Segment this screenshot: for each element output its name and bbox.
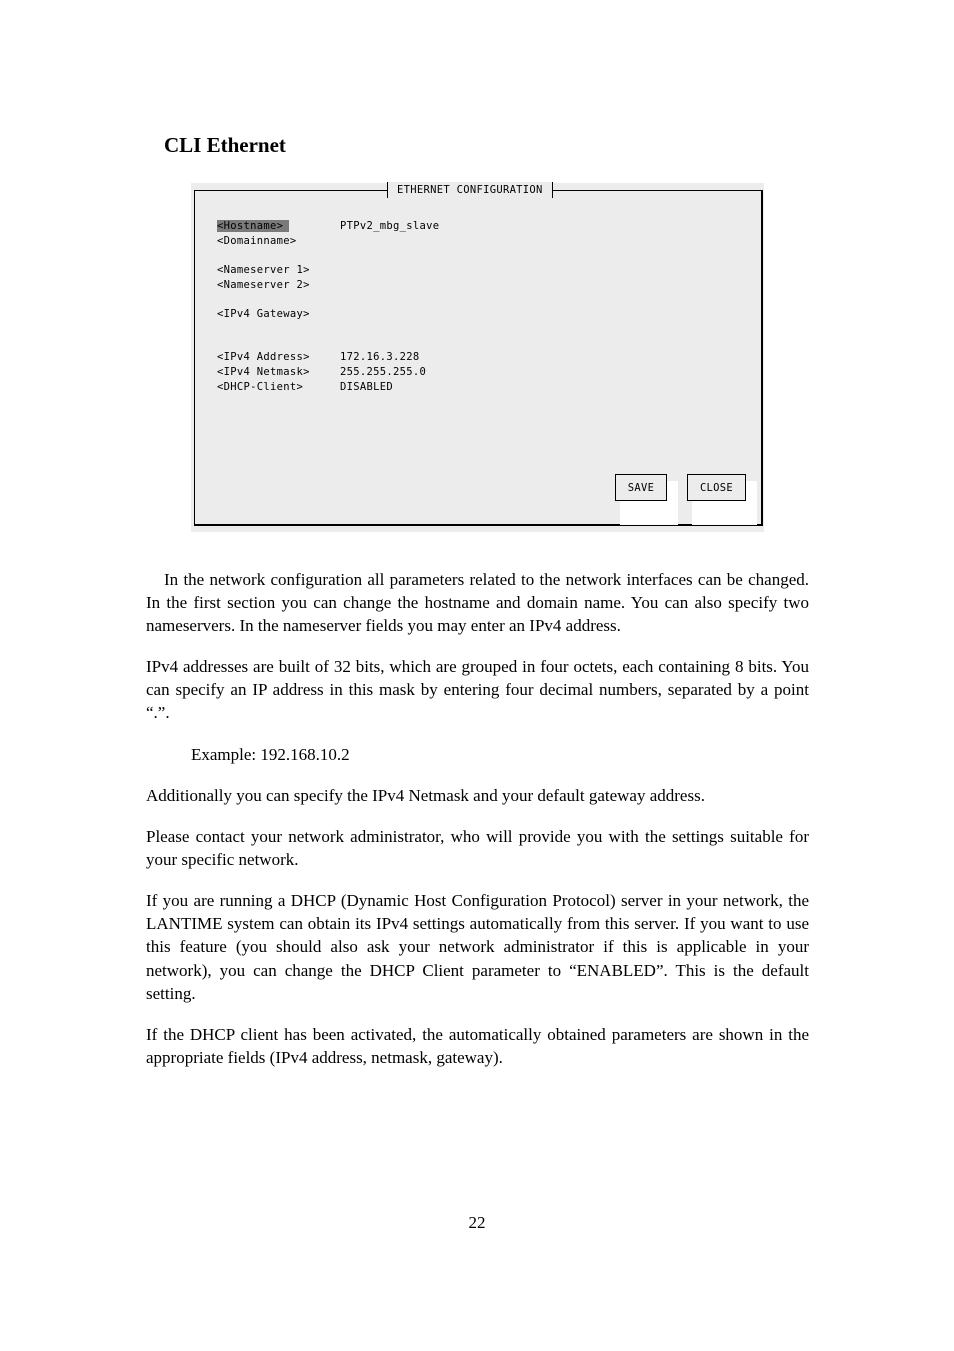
ipv4-netmask-label[interactable]: <IPv4 Netmask>: [217, 366, 310, 378]
domainname-label[interactable]: <Domainname>: [217, 235, 297, 247]
paragraph-ipv4-addresses: IPv4 addresses are built of 32 bits, which are grouped in four octets, each containing 8 bits. You can specify an IP address in this mask by entering four decimal numbers, separated by a point “.”.: [146, 657, 809, 723]
ipv4-address-value[interactable]: 172.16.3.228: [340, 351, 420, 363]
save-button[interactable]: SAVE: [615, 474, 667, 501]
paragraph-contact-admin: Please contact your network administrator, who will provide you with the settings suitable for your specific network.: [146, 827, 809, 870]
nameserver2-label[interactable]: <Nameserver 2>: [217, 279, 310, 291]
ipv4-address-label[interactable]: <IPv4 Address>: [217, 351, 310, 363]
terminal-title: ETHERNET CONFIGURATION: [387, 182, 553, 198]
example-address: Example: 192.168.10.2: [191, 745, 350, 764]
ipv4-gateway-label[interactable]: <IPv4 Gateway>: [217, 308, 310, 320]
terminal-frame: [194, 184, 763, 526]
nameserver1-label[interactable]: <Nameserver 1>: [217, 264, 310, 276]
ethernet-configuration-screen: [191, 183, 764, 532]
ipv4-netmask-value[interactable]: 255.255.255.0: [340, 366, 427, 378]
close-button[interactable]: CLOSE: [687, 474, 746, 501]
paragraph-dhcp-activated: If the DHCP client has been activated, the automatically obtained parameters are shown in the appropriate fields (IPv4 address, netmask, gateway).: [146, 1025, 809, 1068]
paragraph-netmask-gateway: Additionally you can specify the IPv4 Netmask and your default gateway address.: [146, 786, 705, 805]
page-number: 22: [468, 1213, 486, 1232]
section-heading: CLI Ethernet: [164, 133, 286, 157]
dhcp-client-value[interactable]: DISABLED: [340, 381, 393, 393]
dhcp-client-label[interactable]: <DHCP-Client>: [217, 381, 304, 393]
hostname-label-text: <Hostname>: [217, 220, 289, 232]
paragraph-dhcp: If you are running a DHCP (Dynamic Host Configuration Protocol) server in your network, the LANTIME system can obtain its IPv4 settings automatically from this server. If you want to use this feature (you should also ask your network administrator if this is applicable in your network), you can change the DHCP Client parameter to “ENABLED”. This is the default setting.: [146, 891, 809, 1003]
paragraph-network-config: In the network configuration all parameters related to the network interfaces can be changed. In the first section you can change the hostname and domain name. You can also specify two nameservers. In the nameserver fields you may enter an IPv4 address.: [146, 570, 809, 636]
hostname-label[interactable]: [217, 219, 289, 233]
hostname-value[interactable]: PTPv2_mbg_slave: [340, 220, 440, 232]
